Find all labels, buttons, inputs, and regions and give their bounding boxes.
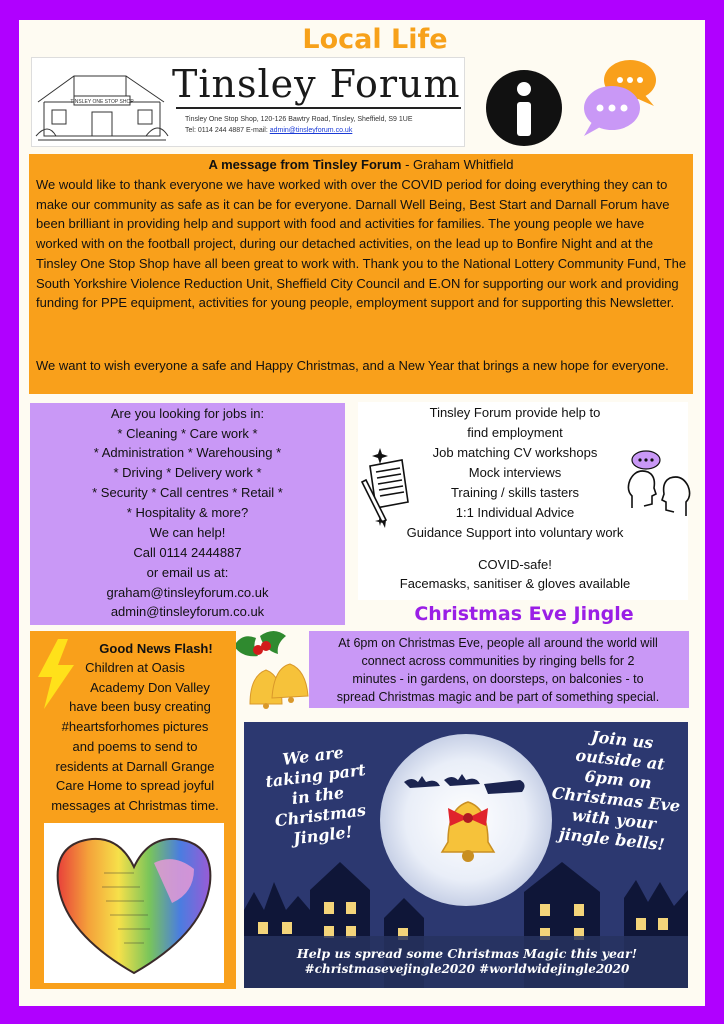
employment-line: find employment <box>467 425 563 440</box>
good-news-line: residents at Darnall Grange <box>55 759 215 774</box>
jobs-line: We can help! <box>149 525 226 540</box>
jobs-line: * Hospitality & more? <box>126 505 249 520</box>
logo-email-label: E-mail: <box>246 127 268 134</box>
poster-left-text: We are taking part in the Christmas Jingle! <box>264 742 367 849</box>
jingle-line: minutes - in gardens, on doorsteps, on balconies - to <box>352 672 644 686</box>
holly-bells-icon <box>228 624 312 710</box>
logo-tel: Tel: 0114 244 4887 <box>185 127 245 134</box>
jingle-line: At 6pm on Christmas Eve, people all around the world will <box>338 636 658 650</box>
poster-right-text: Join us outside at 6pm on Christmas Eve with your jingle bells! <box>550 727 682 855</box>
good-news-line: and poems to send to <box>72 739 198 754</box>
good-news-line: have been busy creating <box>69 699 211 714</box>
good-news-line: messages at Christmas time. <box>51 798 219 813</box>
jobs-line: * Driving * Delivery work * <box>113 465 262 480</box>
jobs-phone: Call 0114 2444887 <box>133 545 242 560</box>
jobs-line: * Administration * Warehousing * <box>93 445 282 460</box>
page-title: Local Life <box>302 24 448 55</box>
building-sign-text: TINSLEY ONE STOP SHOP <box>70 99 134 105</box>
employment-line: Training / skills tasters <box>450 485 580 500</box>
logo-contact <box>185 127 455 134</box>
employment-line: Job matching CV workshops <box>432 445 598 460</box>
message-paragraph-1: We would like to thank everyone we have worked with over the COVID period for doing everything they can to make our community as safe as it can be for everyone. Darnall Well Being, Best Start and Darnall Forum have been brilliant in providing help and support with food and activities for families. The young people we have worked with on the football project, during our detached activities, on the lead up to Bonfire Night and at the Tinsley One Stop Shop have all been great to work with. Thank you to the National Lottery Community Fund, The South Yorkshire Violence Reduction Unit, Sheffield City Council and E.ON for supporting our work and providing funding for PPE equipment, activities for young people, employment support and for supporting this Newsletter. <box>36 177 687 311</box>
jingle-line: connect across communities by ringing bells for 2 <box>361 654 635 668</box>
poster-hashtags: #christmasevejingle2020 #worldwidejingle2020 <box>304 962 630 976</box>
employment-line: Mock interviews <box>468 465 562 480</box>
employment-line: Guidance Support into voluntary work <box>406 525 624 540</box>
employment-line: Tinsley Forum provide help to <box>429 405 601 420</box>
thinking-heads-icon <box>626 450 692 520</box>
good-news-line: Children at Oasis <box>85 660 185 675</box>
logo-divider <box>176 107 461 109</box>
covid-safe-detail: Facemasks, sanitiser & gloves available <box>399 576 631 591</box>
jingle-title: Christmas Eve Jingle <box>414 603 634 625</box>
jobs-email-1[interactable]: graham@tinsleyforum.co.uk <box>106 585 269 600</box>
notepad-pencil-icon <box>358 446 418 530</box>
jobs-line: or email us at: <box>146 565 229 580</box>
covid-safe-heading: COVID-safe! <box>478 557 552 572</box>
rainbow-heart-icon <box>44 823 224 983</box>
jingle-line: spread Christmas magic and be part of something special. <box>336 690 660 704</box>
logo-name: Tinsley Forum <box>172 62 461 106</box>
jobs-email-2[interactable]: admin@tinsleyforum.co.uk <box>110 604 265 619</box>
jobs-line: * Cleaning * Care work * <box>117 426 258 441</box>
jobs-line: Are you looking for jobs in: <box>110 406 265 421</box>
logo-address: Tinsley One Stop Shop, 120-126 Bawtry Road, Tinsley, Sheffield, S9 1UE <box>185 116 413 123</box>
good-news-line: Care Home to spread joyful <box>55 778 215 793</box>
employment-line: 1:1 Individual Advice <box>455 505 575 520</box>
message-paragraph-2: We want to wish everyone a safe and Happy Christmas, and a New Year that brings a new hope for everyone. <box>36 358 669 373</box>
logo-email-link[interactable]: admin@tinsleyforum.co.uk <box>269 127 353 134</box>
jobs-line: * Security * Call centres * Retail * <box>92 485 283 500</box>
good-news-line: Academy Don Valley <box>90 680 210 695</box>
good-news-line: #heartsforhomes pictures <box>61 719 209 734</box>
info-icon <box>486 70 562 146</box>
building-sketch-icon <box>34 62 170 142</box>
good-news-heading: Good News Flash! <box>99 641 213 656</box>
chat-bubbles-icon <box>578 58 660 140</box>
message-heading: A message from Tinsley Forum - Graham Whitfield <box>208 157 514 172</box>
poster-bottom-text: Help us spread some Christmas Magic this year! <box>296 946 638 961</box>
